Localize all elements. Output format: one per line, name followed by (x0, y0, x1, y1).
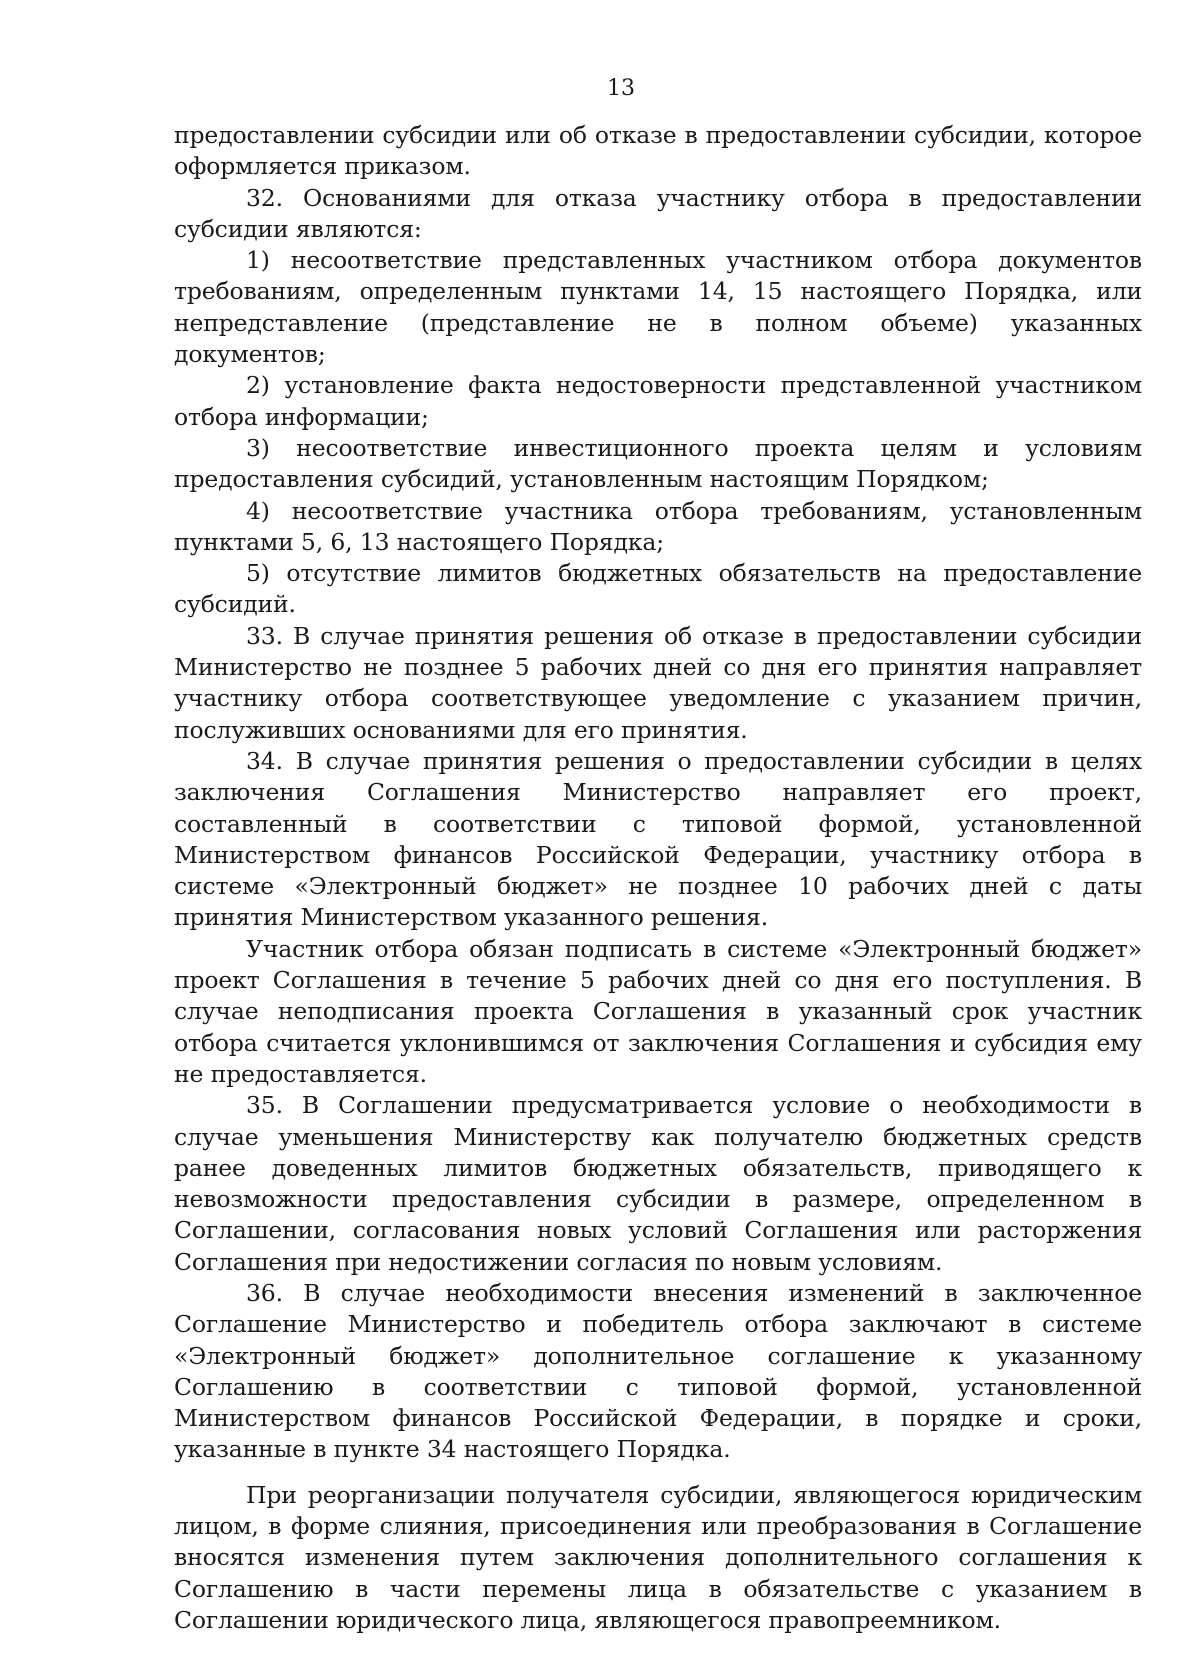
list-item-1: 1) несоответствие представленных участником отбора документов требованиям, определенным пунктами 14, 15 настоящего Порядка, или непредставление (представление не в полном объеме) указанных документов; (174, 246, 1142, 369)
paragraph-clause-34: 34. В случае принятия решения о предоставлении субсидии в целях заключения Соглашения Министерство направляет его проект, составленный в соответствии с типовой формой, установленной Министерством финансов Российской Федерации, участнику отбора в системе «Электронный бюджет» не позднее 10 рабочих дней с даты принятия Министерством указанного решения. (174, 746, 1142, 932)
page-number: 13 (607, 76, 635, 101)
paragraph-continuation: предоставлении субсидии или об отказе в предоставлении субсидии, которое оформляется приказом. (174, 121, 1142, 181)
paragraph-clause-33: 33. В случае принятия решения об отказе в предоставлении субсидии Министерство не позднее 5 рабочих дней со дня его принятия направляет участнику отбора соответствующее уведомление с указанием причин, послуживших основаниями для его принятия. (174, 621, 1142, 744)
list-item-2: 2) установление факта недостоверности представленной участником отбора информации; (174, 371, 1142, 431)
paragraph-clause-35: 35. В Соглашении предусматривается условие о необходимости в случае уменьшения Министерству как получателю бюджетных средств ранее доведенных лимитов бюджетных обязательств, приводящего к невозможности предоставления субсидии в размере, определенном в Соглашении, согласования новых условий Соглашения или расторжения Соглашения при недостижении согласия по новым условиям. (174, 1091, 1142, 1276)
paragraph-reorganization: При реорганизации получателя субсидии, являющегося юридическим лицом, в форме слияния, присоединения или преобразования в Соглашение вносятся изменения путем заключения дополнительного соглашения к Соглашению в части перемены лица в обязательстве с указанием в Соглашении юридического лица, являющегося правопреемником. (174, 1480, 1142, 1634)
paragraph-clause-34-participant: Участник отбора обязан подписать в системе «Электронный бюджет» проект Соглашения в течение 5 рабочих дней со дня его поступления. В случае неподписания проекта Соглашения в указанный срок участник отбора считается уклонившимся от заключения Соглашения и субсидия ему не предоставляется. (174, 934, 1142, 1088)
paragraph-clause-36: 36. В случае необходимости внесения изменений в заключенное Соглашение Министерство и победитель отбора заключают в системе «Электронный бюджет» дополнительное соглашение к указанному Соглашению в соответствии с типовой формой, установленной Министерством финансов Российской Федерации, в порядке и сроки, указанные в пункте 34 настоящего Порядка. (174, 1278, 1142, 1464)
list-item-4: 4) несоответствие участника отбора требованиям, установленным пунктами 5, 6, 13 настоящего Порядка; (174, 496, 1142, 556)
paragraph-clause-32: 32. Основаниями для отказа участнику отбора в предоставлении субсидии являются: (174, 183, 1142, 243)
document-body (174, 120, 1142, 1636)
list-item-3: 3) несоответствие инвестиционного проекта целям и условиям предоставления субсидий, установленным настоящим Порядком; (174, 433, 1142, 494)
list-item-5: 5) отсутствие лимитов бюджетных обязательств на предоставление субсидий. (174, 559, 1142, 619)
